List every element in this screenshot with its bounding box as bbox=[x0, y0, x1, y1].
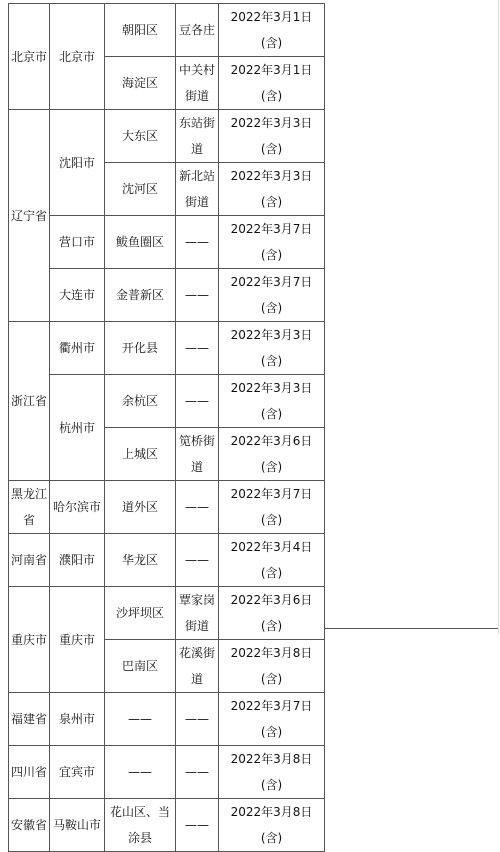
date-cell: 2022年3月7日(含) bbox=[219, 216, 325, 269]
province-cell: 辽宁省 bbox=[9, 110, 50, 322]
table-row bbox=[9, 269, 325, 322]
city-cell: 大连市 bbox=[50, 269, 105, 322]
street-cell: —— bbox=[176, 534, 219, 587]
province-cell: 黑龙江省 bbox=[9, 481, 50, 534]
street-cell: —— bbox=[176, 322, 219, 375]
district-cell: 开化县 bbox=[105, 322, 176, 375]
street-cell: 中关村街道 bbox=[176, 57, 219, 110]
district-cell: 华龙区 bbox=[105, 534, 176, 587]
date-cell: 2022年3月7日(含) bbox=[219, 693, 325, 746]
table-row bbox=[9, 110, 325, 163]
district-cell: 金普新区 bbox=[105, 269, 176, 322]
district-cell: —— bbox=[105, 693, 176, 746]
table-row bbox=[9, 4, 325, 57]
province-cell: 福建省 bbox=[9, 693, 50, 746]
district-cell: 上城区 bbox=[105, 428, 176, 481]
region-table bbox=[8, 3, 325, 852]
date-cell: 2022年3月6日(含) bbox=[219, 587, 325, 640]
street-cell: 豆各庄 bbox=[176, 4, 219, 57]
date-cell: 2022年3月8日(含) bbox=[219, 640, 325, 693]
province-cell: 四川省 bbox=[9, 746, 50, 799]
street-cell: —— bbox=[176, 746, 219, 799]
street-cell: —— bbox=[176, 693, 219, 746]
date-cell: 2022年3月1日(含) bbox=[219, 57, 325, 110]
table-row bbox=[9, 322, 325, 375]
province-cell: 河南省 bbox=[9, 534, 50, 587]
street-cell: 笕桥街道 bbox=[176, 428, 219, 481]
date-cell: 2022年3月4日(含) bbox=[219, 534, 325, 587]
city-cell: 重庆市 bbox=[50, 587, 105, 693]
date-cell: 2022年3月3日(含) bbox=[219, 322, 325, 375]
street-cell: 东站街道 bbox=[176, 110, 219, 163]
street-cell: —— bbox=[176, 375, 219, 428]
table-row bbox=[9, 799, 325, 852]
district-cell: 沈河区 bbox=[105, 163, 176, 216]
district-cell: 巴南区 bbox=[105, 640, 176, 693]
street-cell: —— bbox=[176, 269, 219, 322]
table-row bbox=[9, 693, 325, 746]
city-cell: 宜宾市 bbox=[50, 746, 105, 799]
district-cell: 余杭区 bbox=[105, 375, 176, 428]
street-cell: 覃家岗街道 bbox=[176, 587, 219, 640]
date-cell: 2022年3月3日(含) bbox=[219, 163, 325, 216]
table-row bbox=[9, 534, 325, 587]
bottom-rule-line bbox=[324, 628, 498, 629]
province-cell: 重庆市 bbox=[9, 587, 50, 693]
right-edge-line bbox=[498, 0, 499, 634]
date-cell: 2022年3月6日(含) bbox=[219, 428, 325, 481]
street-cell: 花溪街道 bbox=[176, 640, 219, 693]
district-cell: 朝阳区 bbox=[105, 4, 176, 57]
district-cell: 花山区、当涂县 bbox=[105, 799, 176, 852]
table-row bbox=[9, 375, 325, 428]
date-cell: 2022年3月3日(含) bbox=[219, 110, 325, 163]
street-cell: —— bbox=[176, 799, 219, 852]
city-cell: 衢州市 bbox=[50, 322, 105, 375]
date-cell: 2022年3月7日(含) bbox=[219, 481, 325, 534]
street-cell: —— bbox=[176, 481, 219, 534]
table-row bbox=[9, 587, 325, 640]
date-cell: 2022年3月8日(含) bbox=[219, 799, 325, 852]
district-cell: —— bbox=[105, 746, 176, 799]
date-cell: 2022年3月1日(含) bbox=[219, 4, 325, 57]
city-cell: 杭州市 bbox=[50, 375, 105, 481]
date-cell: 2022年3月3日(含) bbox=[219, 375, 325, 428]
street-cell: 新北站街道 bbox=[176, 163, 219, 216]
district-cell: 沙坪坝区 bbox=[105, 587, 176, 640]
district-cell: 道外区 bbox=[105, 481, 176, 534]
table-row bbox=[9, 481, 325, 534]
district-cell: 大东区 bbox=[105, 110, 176, 163]
province-cell: 安徽省 bbox=[9, 799, 50, 852]
table-row bbox=[9, 216, 325, 269]
city-cell: 北京市 bbox=[50, 4, 105, 110]
city-cell: 沈阳市 bbox=[50, 110, 105, 216]
district-cell: 海淀区 bbox=[105, 57, 176, 110]
city-cell: 营口市 bbox=[50, 216, 105, 269]
date-cell: 2022年3月8日(含) bbox=[219, 746, 325, 799]
street-cell: —— bbox=[176, 216, 219, 269]
province-cell: 北京市 bbox=[9, 4, 50, 110]
province-cell: 浙江省 bbox=[9, 322, 50, 481]
city-cell: 哈尔滨市 bbox=[50, 481, 105, 534]
city-cell: 濮阳市 bbox=[50, 534, 105, 587]
date-cell: 2022年3月7日(含) bbox=[219, 269, 325, 322]
table-row bbox=[9, 746, 325, 799]
district-cell: 鲅鱼圈区 bbox=[105, 216, 176, 269]
city-cell: 马鞍山市 bbox=[50, 799, 105, 852]
city-cell: 泉州市 bbox=[50, 693, 105, 746]
